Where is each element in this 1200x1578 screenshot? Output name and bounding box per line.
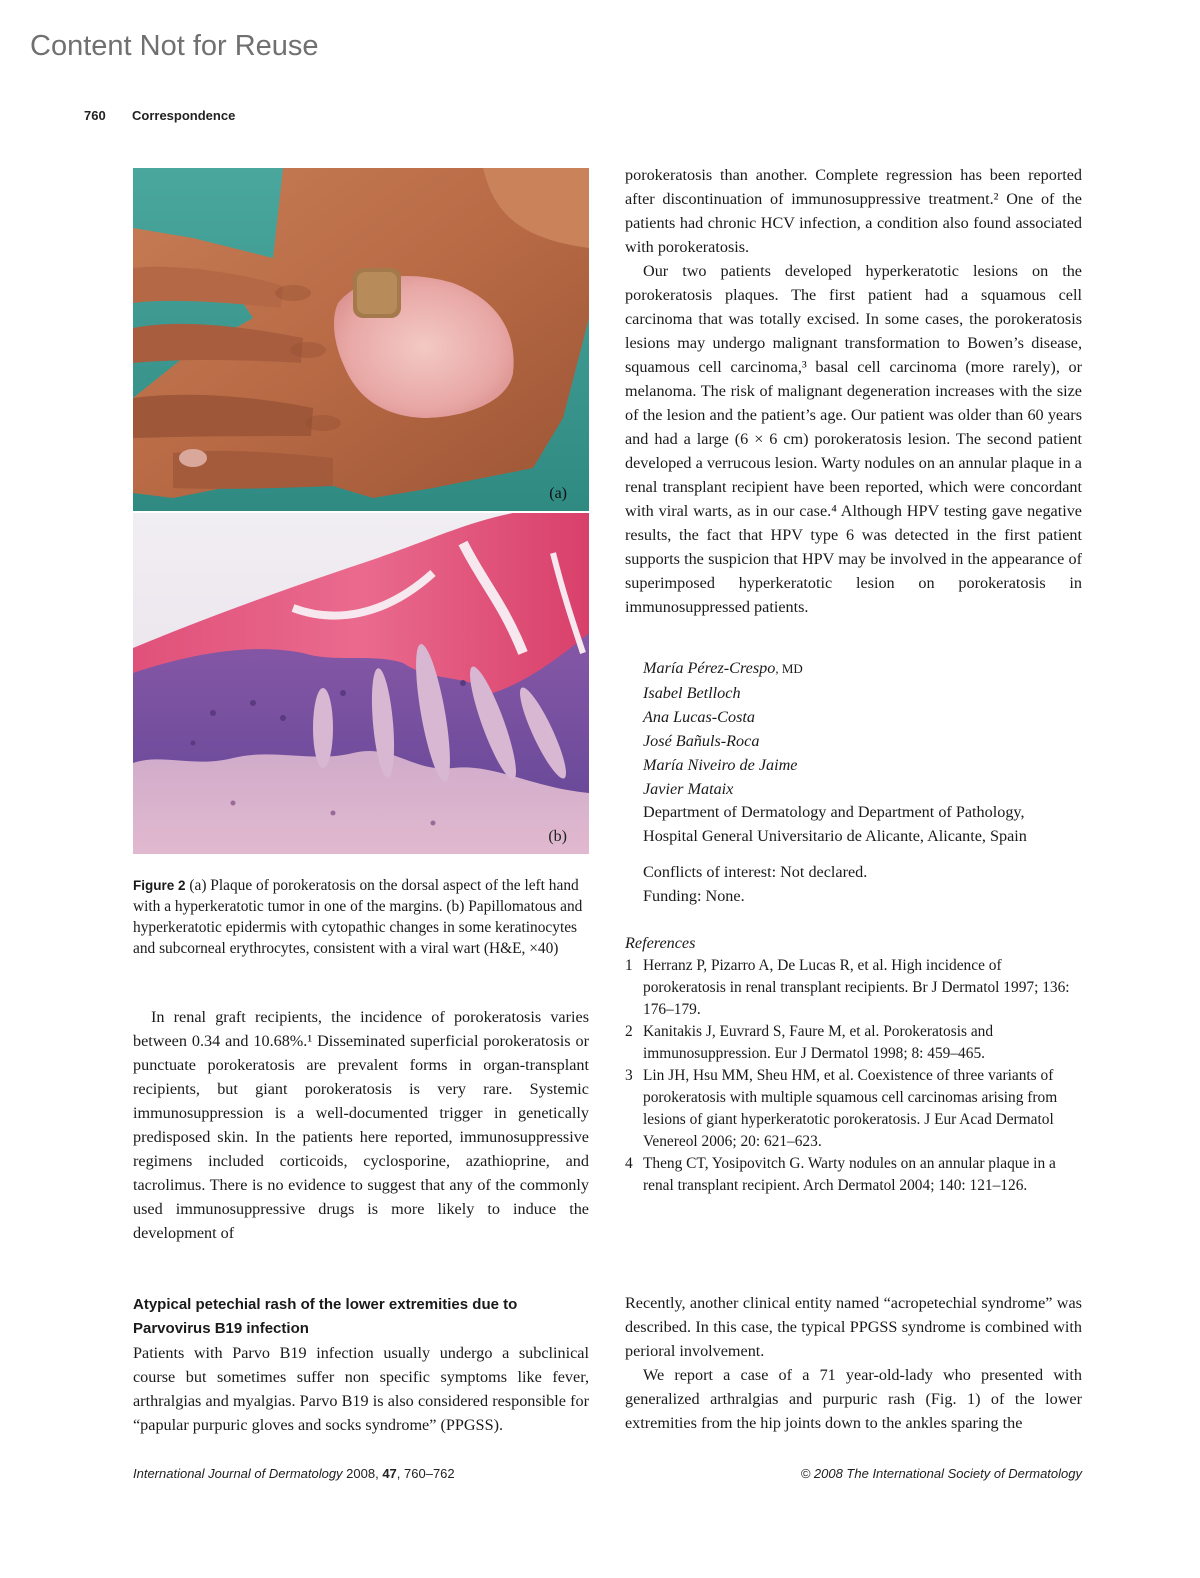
article2-left-column [133, 1341, 589, 1437]
funding-statement: Funding: None. [643, 887, 745, 905]
body-paragraph: porokeratosis than another. Complete regression has been reported after discontinuation of immunosuppressive treatment.² One of the patients had chronic HCV infection, a condition also found associated with porokeratosis. [625, 166, 1082, 256]
footer-copyright: © 2008 The International Society of Dermatology [800, 1466, 1082, 1481]
figure-caption [133, 875, 593, 959]
watermark: Content Not for Reuse [30, 30, 319, 62]
author: Isabel Betlloch [643, 684, 741, 702]
histology-micrograph [133, 513, 589, 854]
article2-right-column [625, 1291, 1082, 1435]
declarations [643, 860, 867, 908]
author: María Niveiro de Jaime [643, 756, 798, 774]
author: José Bañuls-Roca [643, 732, 760, 750]
body-paragraph: In renal graft recipients, the incidence of porokeratosis varies between 0.34 and 10.68%.¹ Disseminated superficial porokeratosis or punctuate porokeratosis are prevalent forms in organ-transplant recipients, but giant porokeratosis is very rare. Systemic immunosuppression is a well-documented trigger in genetically predisposed skin. In the patients here reported, immunosuppressive regimens included corticoids, cyclosporine, azathioprine, and tacrolimus. There is no evidence to suggest that any of the commonly used immunosuppressive drugs is more likely to induce the development of [133, 1008, 589, 1242]
reference-item: 4 Theng CT, Yosipovitch G. Warty nodules on an annular plaque in a renal transplant recipient. Arch Dermatol 2004; 140: 121–126. [625, 1155, 1056, 1194]
section-title: Correspondence [132, 108, 236, 123]
reference-item: 2 Kanitakis J, Euvrard S, Faure M, et al. Porokeratosis and immunosuppression. Eur J Dermatol 1998; 8: 459–465. [625, 1023, 994, 1062]
body-paragraph: Recently, another clinical entity named “acropetechial syndrome” was described. In this case, the typical PPGSS syndrome is combined with perioral involvement. [625, 1294, 1082, 1360]
figure-caption-label: Figure 2 [133, 878, 186, 893]
figure-panel-b [133, 513, 589, 854]
author-list [643, 656, 803, 801]
panel-label-b: (b) [548, 828, 567, 845]
body-paragraph: Patients with Parvo B19 infection usually undergo a subclinical course but sometimes suffer non specific symptoms like fever, arthralgias and myalgias. Parvo B19 is also considered responsible for “papular purpuric gloves and socks syndrome” (PPGSS). [133, 1344, 589, 1434]
affiliation: Department of Dermatology and Department of Pathology, Hospital General Universitario de Alicante, Alicante, Spain [643, 803, 1027, 845]
references-heading: References [625, 934, 696, 952]
author: Ana Lucas-Costa [643, 708, 755, 726]
figure-panel-a [133, 168, 589, 511]
reference-item: 3 Lin JH, Hsu MM, Sheu HM, et al. Coexistence of three variants of porokeratosis with multiple squamous cell carcinomas arising from lesions of giant hyperkeratotic porokeratosis. J Eur Acad Dermatol Venereol 2006; 20: 621–623. [625, 1067, 1058, 1150]
article1-left-column [133, 1005, 589, 1245]
conflicts-statement: Conflicts of interest: Not declared. [643, 863, 868, 881]
article1-right-column [625, 163, 1082, 619]
hand-photo [133, 168, 589, 511]
reference-item: 1 Herranz P, Pizarro A, De Lucas R, et al. High incidence of porokeratosis in renal transplant recipients. Br J Dermatol 1997; 136: 176–179. [625, 957, 1070, 1018]
figure-caption-text: (a) Plaque of porokeratosis on the dorsal aspect of the left hand with a hyperkeratotic tumor in one of the margins. (b) Papillomatous and hyperkeratotic epidermis with cytopathic changes in some keratinocytes and subcorneal erythrocytes, consistent with a viral wart (H&E, ×40) [133, 877, 583, 957]
body-paragraph: Our two patients developed hyperkeratotic lesions on the porokeratosis plaques. The first patient had a squamous cell carcinoma that was totally excised. In some cases, the porokeratosis lesions may undergo malignant transformation to Bowen’s disease, squamous cell carcinoma,³ basal cell carcinoma (more rarely), or melanoma. The risk of malignant degeneration increases with the size of the lesion and the patient’s age. Our patient was older than 60 years and had a large (6 × 6 cm) porokeratosis lesion. The second patient developed a verrucous lesion. Warty nodules on an annular plaque in a renal transplant recipient have been reported, which were concordant with viral warts, as in our case.⁴ Although HPV testing gave negative results, the fact that HPV type 6 was detected in the first patient supports the suspicion that HPV may be involved in the appearance of superimposed hyperkeratotic lesion on porokeratosis in immunosuppressed patients. [625, 262, 1082, 616]
footer-citation: International Journal of Dermatology 2008, 47, 760–762 [133, 1466, 455, 1481]
body-paragraph: We report a case of a 71 year-old-lady who presented with generalized arthralgias and purpuric rash (Fig. 1) of the lower extremities from the hip joints down to the ankles sparing the [625, 1366, 1082, 1432]
page-number: 760 [84, 108, 106, 123]
author: Javier Mataix [643, 780, 734, 798]
author: María Pérez-Crespo, MD [643, 659, 803, 677]
panel-label-a: (a) [549, 485, 567, 502]
article2-title: Atypical petechial rash of the lower extremities due to Parvovirus B19 infection [133, 1296, 518, 1337]
references [625, 932, 1082, 1197]
running-header [84, 108, 235, 123]
